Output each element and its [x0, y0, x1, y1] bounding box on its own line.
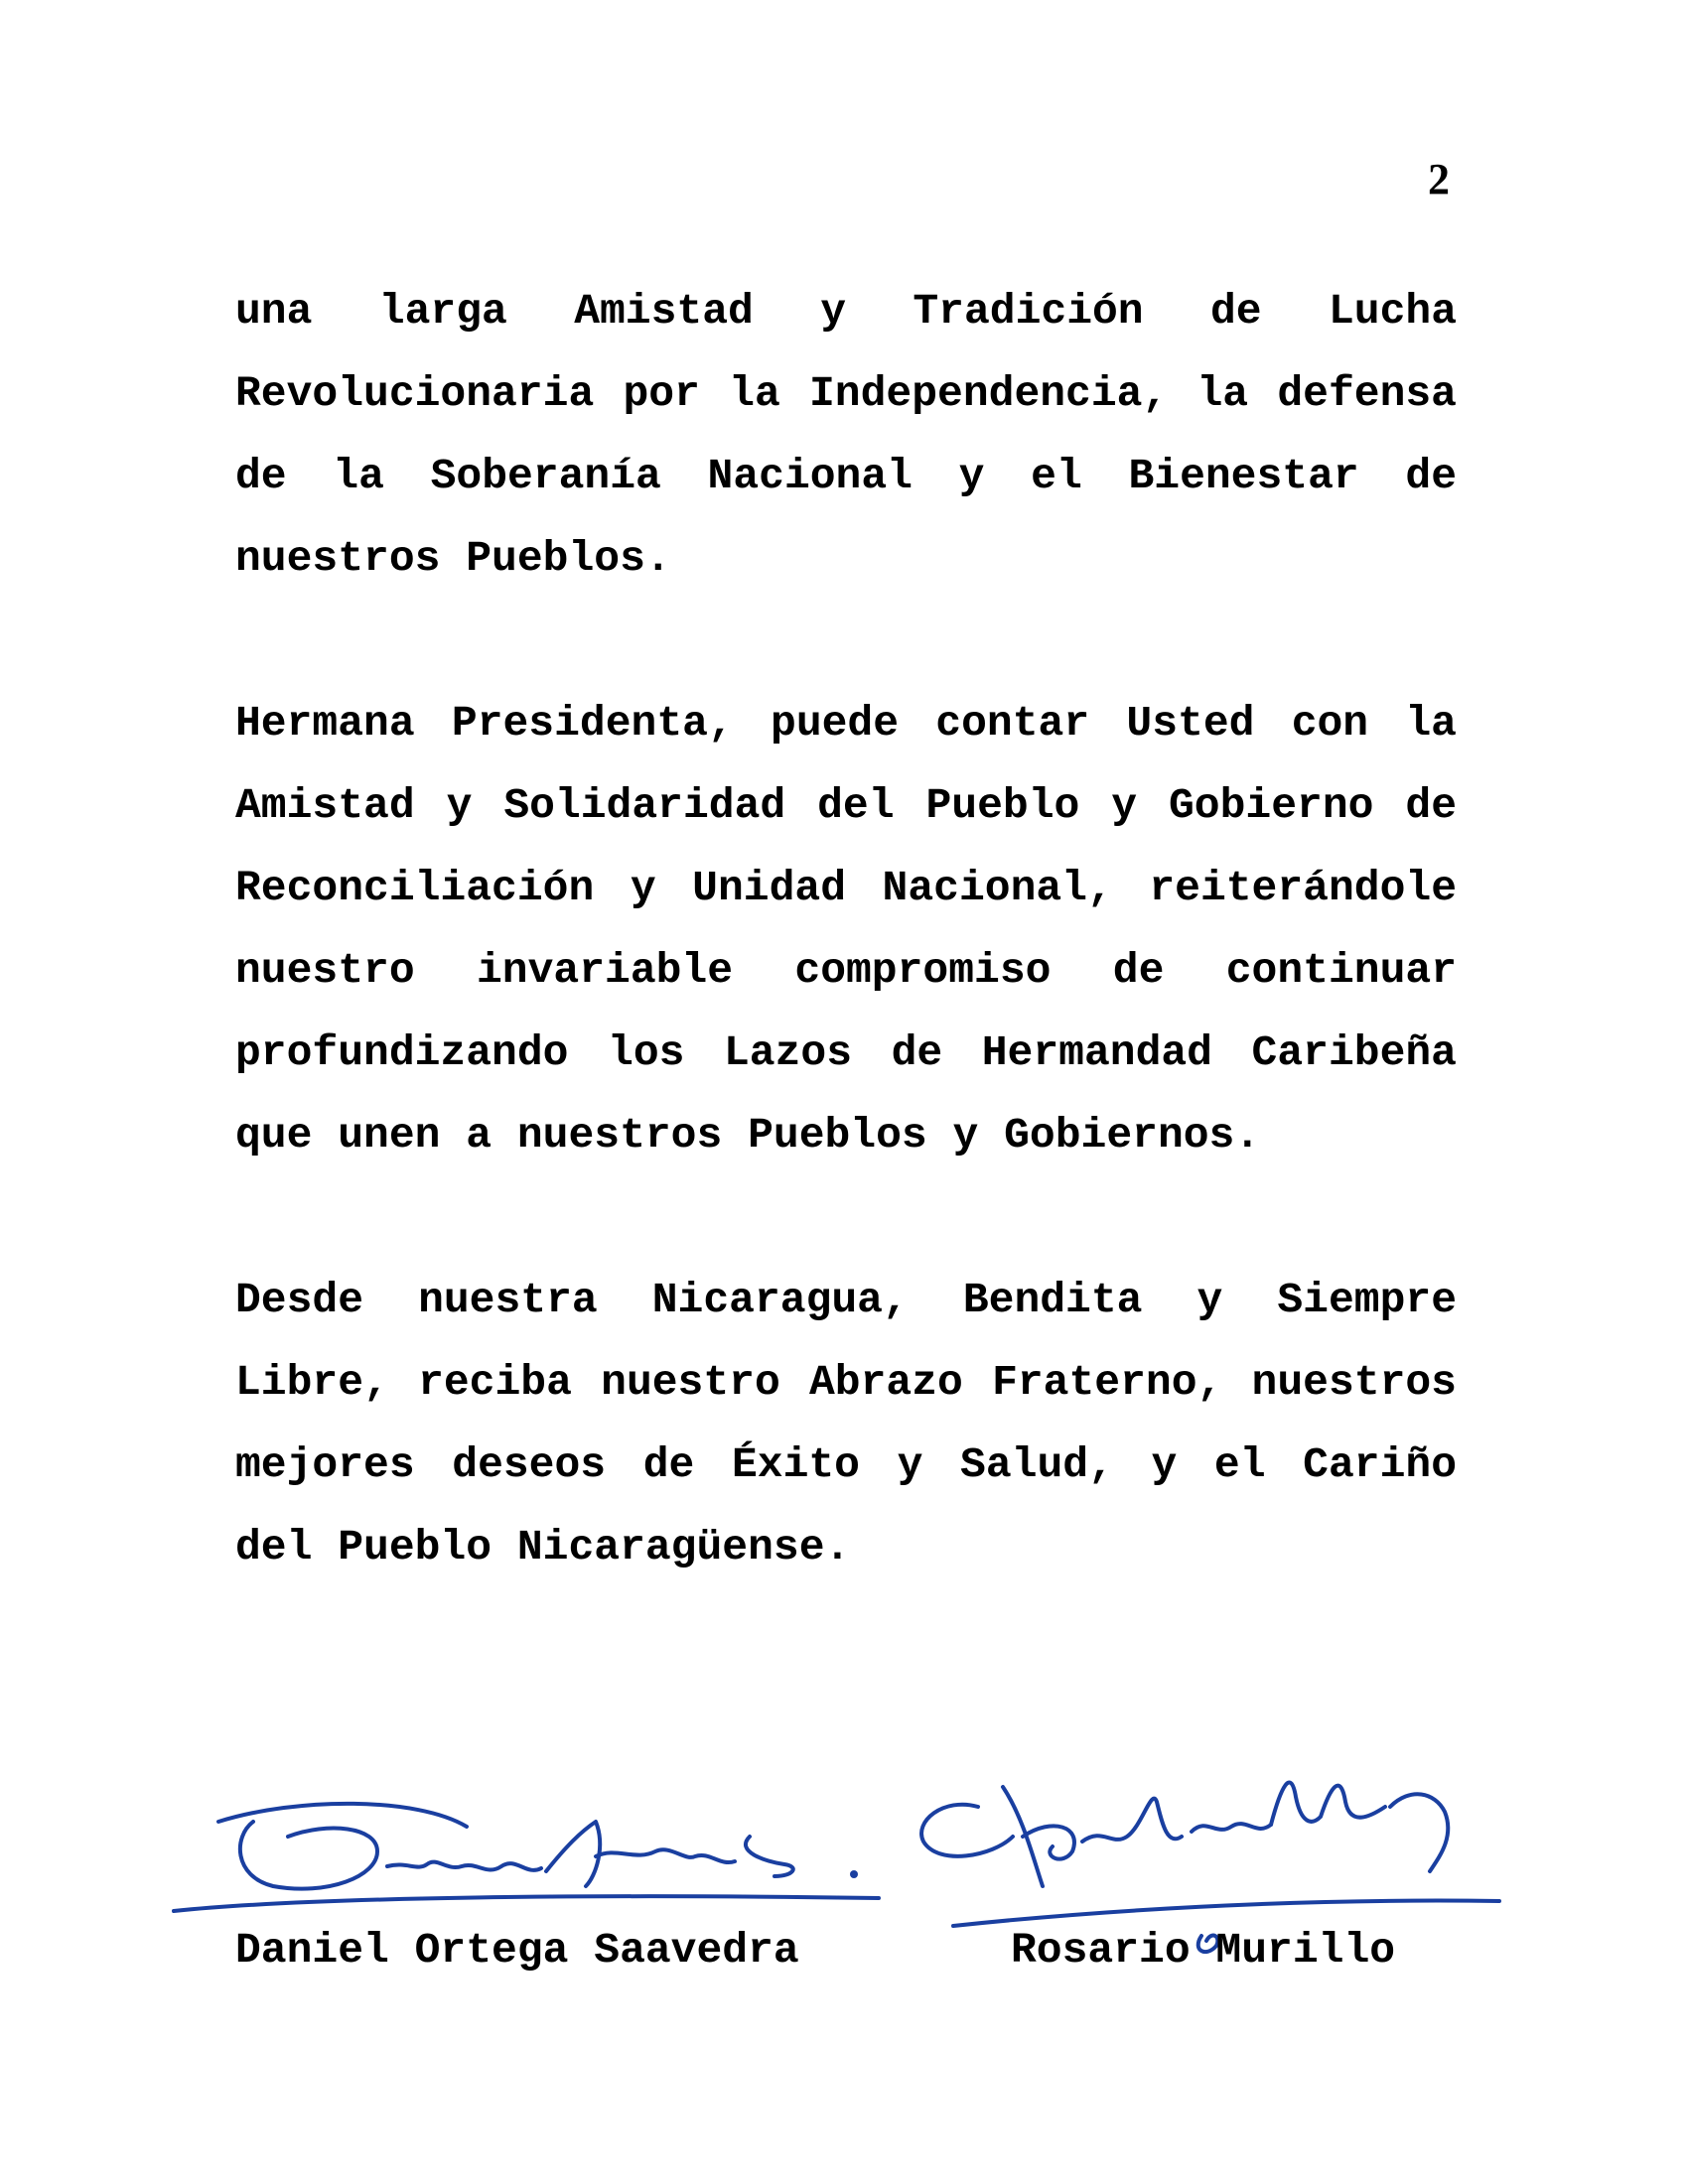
signature-daniel-ortega — [174, 1804, 879, 1911]
paragraph: Hermana Presidenta, puede contar Usted con la Amistad y Solidaridad del Pueblo y Gobierno de Reconciliación y Unidad Nacional, reiterándole nuestro invariable compromiso de continuar profundizando los Lazos de Hermandad Caribeña que unen a nuestros Pueblos y Gobiernos. — [235, 699, 1457, 1160]
signer-name: Daniel Ortega Saavedra — [235, 1926, 799, 1975]
paragraph: Desde nuestra Nicaragua, Bendita y Siempre Libre, reciba nuestro Abrazo Fraterno, nuestros mejores deseos de Éxito y Salud, y el Cariño del Pueblo Nicaragüense. — [235, 1276, 1457, 1571]
signer-name: Rosario Murillo — [1011, 1926, 1396, 1975]
signature-block — [0, 1727, 1688, 1985]
page-number: 2 — [1428, 155, 1450, 204]
letter-body — [235, 270, 1457, 1588]
paragraph: una larga Amistad y Tradición de Lucha Revolucionaria por la Independencia, la defensa de la Soberanía Nacional y el Bienestar de nuestros Pueblos. — [235, 287, 1457, 583]
